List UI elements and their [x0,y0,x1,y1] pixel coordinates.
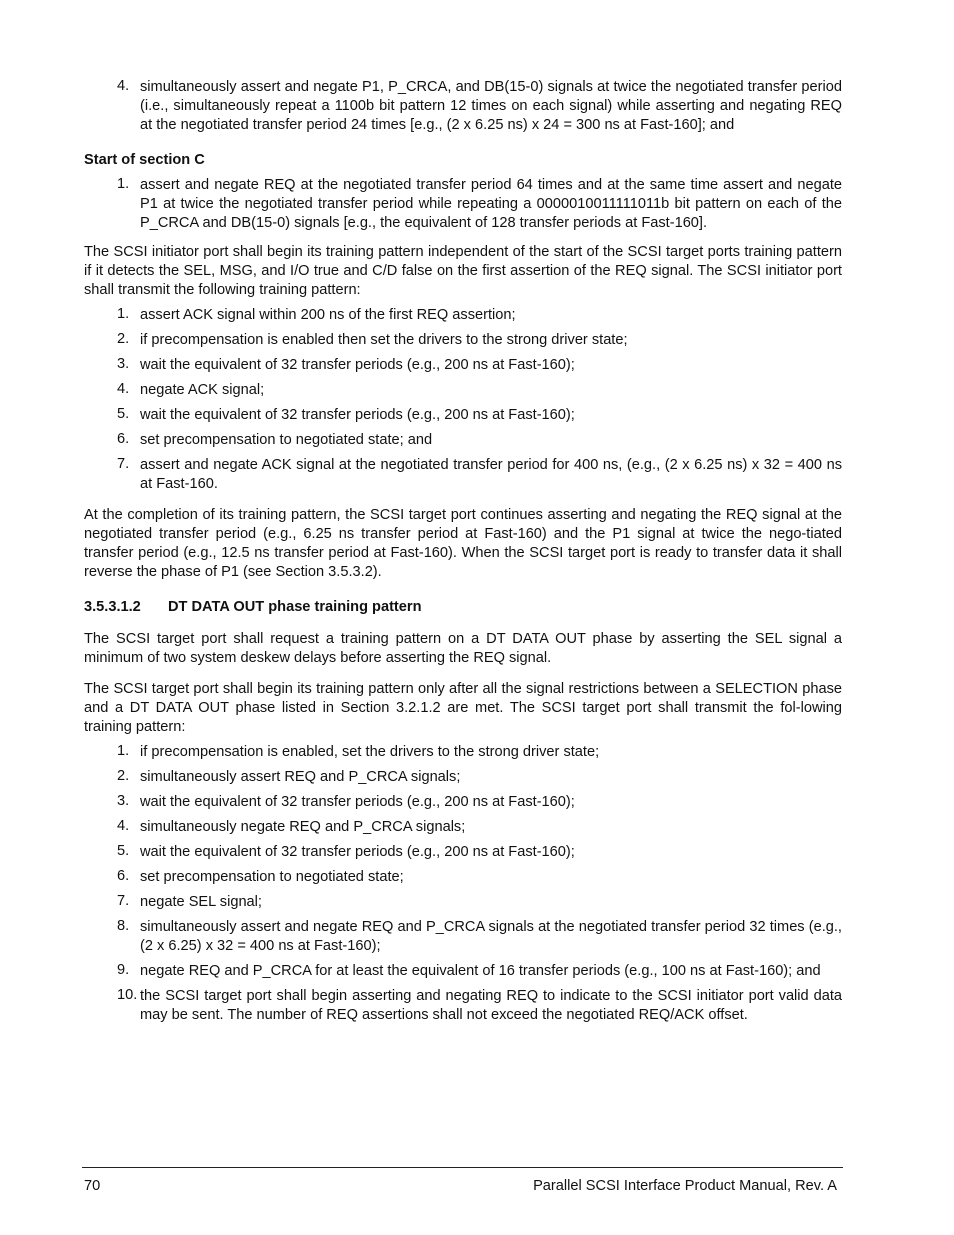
section-c-list [84,176,842,233]
list-item-text: simultaneously assert REQ and P_CRCA signals; [140,769,461,785]
list-item-text: set precompensation to negotiated state; and [140,432,433,448]
initiator-paragraph: The SCSI initiator port shall begin its training pattern independent of the start of the SCSI target ports training pattern if it detects the SEL, MSG, and I/O true and C/D false on the first assertion of the REQ signal. The SCSI initiator port shall transmit the following training pattern: [84,244,842,298]
page-number: 70 [84,1178,101,1194]
list-item-number: 6. [117,868,130,884]
list-item-number: 5. [117,406,130,422]
list-item-number: 4. [117,78,130,94]
list-item [84,356,842,375]
list-item-text: negate SEL signal; [140,894,262,910]
section-c-heading: Start of section C [84,152,205,168]
list-item-number: 3. [117,793,130,809]
list-item [84,431,842,450]
footer-title: Parallel SCSI Interface Product Manual, Rev. A [533,1178,837,1194]
list-item-text: simultaneously negate REQ and P_CRCA signals; [140,819,466,835]
section-paragraph-1: The SCSI target port shall request a training pattern on a DT DATA OUT phase by asserting the SEL signal a minimum of two system deskew delays before asserting the REQ signal. [84,631,842,666]
list-item-text: if precompensation is enabled then set the drivers to the strong driver state; [140,332,628,348]
list-item-number: 8. [117,918,130,934]
list-item-text: the SCSI target port shall begin asserting and negating REQ to indicate to the SCSI initiator port valid data may be sent. The number of REQ assertions shall not exceed the negotiated REQ/ACK offset. [140,988,842,1023]
list-item-number: 3. [117,356,130,372]
initiator-list [84,306,842,494]
list-item [84,987,842,1025]
list-item-text: simultaneously assert and negate REQ and P_CRCA signals at the negotiated transfer period 32 times (e.g., (2 x 6.25) x 32 = 400 ns at Fast-160); [140,919,842,954]
list-item [84,962,842,981]
list-item [84,176,842,233]
list-item-number: 4. [117,381,130,397]
list-item-number: 4. [117,818,130,834]
list-item-text: negate ACK signal; [140,382,265,398]
list-item [84,78,842,135]
list-item-text: wait the equivalent of 32 transfer periods (e.g., 200 ns at Fast-160); [140,357,575,373]
list-item [84,306,842,325]
list-item-text: wait the equivalent of 32 transfer periods (e.g., 200 ns at Fast-160); [140,407,575,423]
list-item-text: negate REQ and P_CRCA for at least the equivalent of 16 transfer periods (e.g., 100 ns at Fast-160); and [140,963,821,979]
list-item-number: 6. [117,431,130,447]
list-item [84,743,842,762]
list-item [84,918,842,956]
list-item-text: if precompensation is enabled, set the drivers to the strong driver state; [140,744,600,760]
list-item-number: 7. [117,456,130,472]
list-item-text: simultaneously assert and negate P1, P_CRCA, and DB(15-0) signals at twice the negotiated transfer period (i.e., simultaneously repeat a 1100b bit pattern 12 times on each signal) while asserting and negating REQ at the negotiated transfer period 24 times [e.g., (2 x 6.25 ns) x 24 = 300 ns at Fast-160]; and [140,79,842,133]
list-item [84,331,842,350]
section-title: DT DATA OUT phase training pattern [168,599,422,615]
list-item-text: assert ACK signal within 200 ns of the first REQ assertion; [140,307,516,323]
list-item-number: 7. [117,893,130,909]
list-item [84,768,842,787]
list-item-number: 1. [117,176,130,192]
list-item-text: wait the equivalent of 32 transfer periods (e.g., 200 ns at Fast-160); [140,794,575,810]
list-item-number: 5. [117,843,130,859]
footer-divider [82,1167,843,1168]
section-paragraph-2: The SCSI target port shall begin its training pattern only after all the signal restrictions between a SELECTION phase and a DT DATA OUT phase listed in Section 3.2.1.2 are met. The SCSI target port shall transmit the fol-lowing training pattern: [84,681,842,735]
list-item-number: 2. [117,331,130,347]
list-item [84,893,842,912]
section-heading [84,598,842,617]
list-item-text: wait the equivalent of 32 transfer periods (e.g., 200 ns at Fast-160); [140,844,575,860]
list-item-number: 10. [117,987,138,1003]
list-item-text: assert and negate ACK signal at the negotiated transfer period for 400 ns, (e.g., (2 x 6.25 ns) x 32 = 400 ns at Fast-160. [140,457,842,492]
intro-list [84,78,842,135]
list-item-text: set precompensation to negotiated state; [140,869,404,885]
list-item [84,406,842,425]
list-item-text: assert and negate REQ at the negotiated transfer period 64 times and at the same time assert and negate P1 at twice the negotiated transfer period while repeating a 0000010011111011b bit pattern on each of the P_CRCA and DB(15-0) signals [e.g., the equivalent of 128 transfer periods at Fast-160]. [140,177,842,231]
list-item-number: 9. [117,962,130,978]
section-number: 3.5.3.1.2 [84,599,141,615]
list-item [84,818,842,837]
list-item [84,456,842,494]
list-item-number: 2. [117,768,130,784]
page-body [84,78,842,1025]
list-item [84,793,842,812]
completion-paragraph: At the completion of its training pattern, the SCSI target port continues asserting and negating the REQ signal at the negotiated transfer period (e.g., 6.25 ns transfer period at Fast-160) and the P1 signal at twice the nego-tiated transfer period (e.g., 12.5 ns transfer period at Fast-160). When the SCSI target port is ready to transfer data it shall reverse the phase of P1 (see Section 3.5.3.2). [84,507,842,580]
list-item [84,381,842,400]
list-item [84,843,842,862]
target-training-list [84,743,842,1025]
list-item-number: 1. [117,743,130,759]
list-item-number: 1. [117,306,130,322]
list-item [84,868,842,887]
